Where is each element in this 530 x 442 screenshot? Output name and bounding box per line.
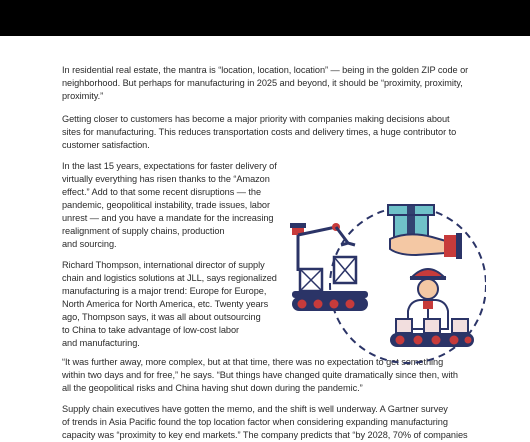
- text-line: neighborhood. But perhaps for manufacturing in 2025 and beyond, it should be “proximity, proximity,: [62, 78, 463, 88]
- text-line: chain and logistics solutions at JLL, says regionalized: [62, 273, 277, 283]
- supply-chain-illustration: [286, 201, 486, 371]
- paragraph-3: [62, 160, 277, 251]
- paragraph-2: [62, 113, 456, 152]
- text-line: pandemic, geopolitical instability, trade issues, labor: [62, 200, 270, 210]
- top-black-bar: [0, 0, 530, 36]
- conveyor-belt-icon: [390, 319, 474, 347]
- paragraph-1: [62, 64, 468, 103]
- text-line: In residential real estate, the mantra is “location, location, location” — being in the golden ZIP code or: [62, 65, 469, 75]
- paragraph-4: [62, 259, 277, 350]
- delivery-hand-box-icon: [388, 205, 462, 259]
- text-line: within two days and for free,” he says. “But things have changed quite dramatically since then, with: [62, 370, 458, 380]
- text-line: and manufacturing.: [62, 338, 140, 348]
- text-line: Getting closer to customers has become a major priority with companies making decisions about: [62, 114, 450, 124]
- text-line: “It was further away, more complex, but at that time, there was no expectation to get something: [62, 357, 444, 367]
- text-line: sites for manufacturing. This reduces transportation costs and delivery times, a huge contributor to: [62, 127, 457, 137]
- text-line: all the geopolitical risks and China having shut down during the pandemic.”: [62, 383, 363, 393]
- text-line: to China to take advantage of low-cost labor: [62, 325, 240, 335]
- text-line: realignment of supply chains, production: [62, 226, 225, 236]
- text-line: manufacturing is a major trend: Europe for Europe,: [62, 286, 267, 296]
- text-line: virtually everything has risen thanks to the “Amazon: [62, 174, 270, 184]
- text-line: unrest — and you have a mandate for the increasing: [62, 213, 274, 223]
- text-line: ago, Thompson says, it was all about outsourcing: [62, 312, 261, 322]
- text-line: proximity.”: [62, 91, 104, 101]
- text-line: Supply chain executives have gotten the memo, and the shift is well underway. A Gartner survey: [62, 404, 448, 414]
- text-line: effect.” Add to that some recent disruptions — the: [62, 187, 262, 197]
- text-line: In the last 15 years, expectations for faster delivery of: [62, 161, 277, 171]
- text-line: and sourcing.: [62, 239, 117, 249]
- text-line: customer satisfaction.: [62, 140, 150, 150]
- text-line: Richard Thompson, international director of supply: [62, 260, 265, 270]
- text-line: of trends in Asia Pacific found the top location factor when considering expanding manufacturing: [62, 417, 448, 427]
- robot-arm-icon: [290, 223, 368, 311]
- document-page: [0, 36, 530, 442]
- text-line: North America for North America, etc. Twenty years: [62, 299, 269, 309]
- paragraph-6: [62, 403, 468, 442]
- text-line: capacity was “proximity to key end markets.” The company predicts that “by 2028, 70% of companies: [62, 430, 468, 440]
